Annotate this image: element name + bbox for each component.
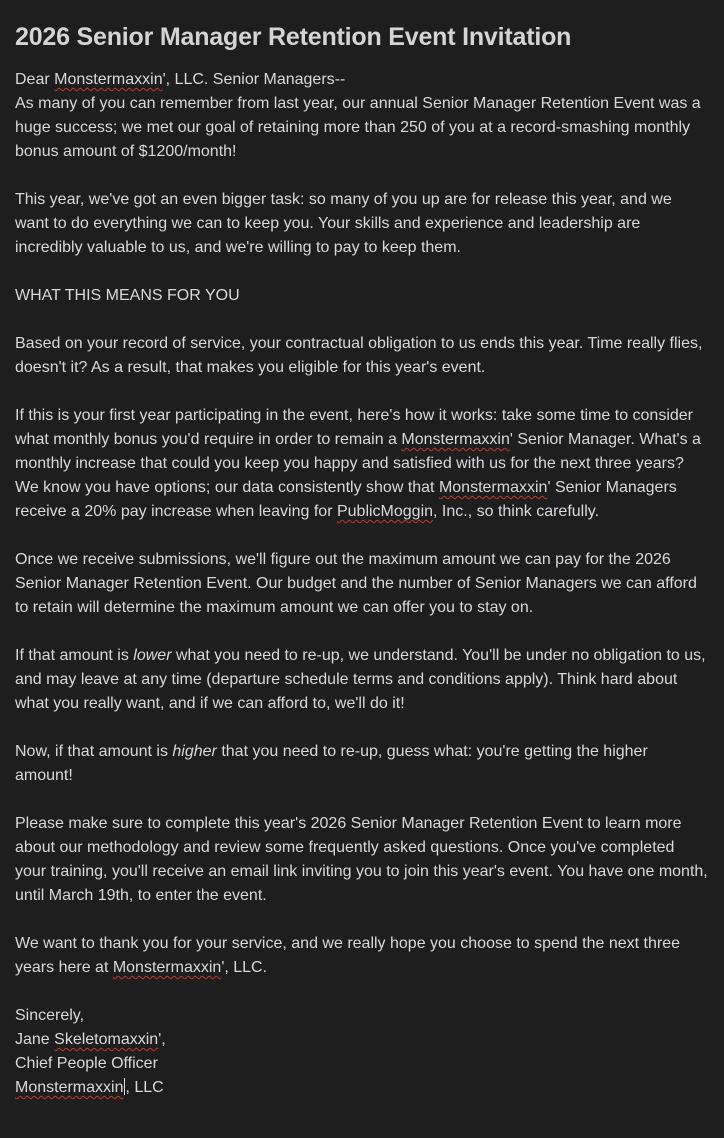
salutation	[15, 68, 709, 92]
paragraph-higher	[15, 740, 709, 788]
paragraph-text: Now, if that amount is	[15, 743, 173, 760]
spellcheck-word[interactable]: Monstermaxxin	[438, 479, 548, 496]
signoff-text: , LLC	[125, 1079, 164, 1096]
spellcheck-word[interactable]: PublicMoggin	[336, 503, 434, 520]
signoff-name	[15, 1028, 709, 1052]
emphasis-text: higher	[172, 743, 217, 760]
paragraph-task: This year, we've got an even bigger task: so many of you up are for release this year, and we want to do everything we can to keep you. Your skills and experience and leadership are incredibly valuable to us, and we're willing to pay to keep them.	[15, 191, 672, 256]
signoff-text: ',	[158, 1031, 166, 1048]
signoff-closing: Sincerely,	[15, 1007, 85, 1024]
spellcheck-word[interactable]: Monstermaxxin	[112, 959, 222, 976]
signoff-text: Jane	[15, 1031, 55, 1048]
paragraph-thanks	[15, 932, 709, 980]
section-heading: WHAT THIS MEANS FOR YOU	[15, 287, 240, 304]
signoff-company	[15, 1076, 709, 1100]
emphasis-text: lower	[133, 647, 172, 664]
paragraph-instructions: Please make sure to complete this year's 2026 Senior Manager Retention Event to learn more about our methodology and review some frequently asked questions. Once you've completed your training, you'll receive an email link inviting you to join this year's event. You have one month, until March 19th, to enter the event.	[15, 815, 708, 904]
paragraph-text: ' Senior Managers receive a 20% pay increase when leaving for	[15, 479, 677, 520]
paragraph-text: what you need to re-up, we understand. You'll be under no obligation to us, and may leave at any time (departure schedule terms and conditions apply). Think hard about what you really want, and if we can afford to, we'll do it!	[15, 647, 706, 712]
paragraph-text: ', LLC.	[221, 959, 268, 976]
paragraph-text: If that amount is	[15, 647, 134, 664]
paragraph-submissions: Once we receive submissions, we'll figure out the maximum amount we can pay for the 2026 Senior Manager Retention Event. Our budget and the number of Senior Managers we can afford to retain will determine the maximum amount we can offer you to stay on.	[15, 551, 697, 616]
paragraph-intro: As many of you can remember from last year, our annual Senior Manager Retention Event was a huge success; we met our goal of retaining more than 250 of you at a record-smashing monthly bonus amount of $1200/month!	[15, 95, 701, 160]
paragraph-how-it-works	[15, 404, 709, 524]
salutation-text: ', LLC. Senior Managers--	[162, 71, 346, 88]
signoff-role: Chief People Officer	[15, 1055, 158, 1072]
spellcheck-word[interactable]: Skeletomaxxin	[54, 1031, 159, 1048]
salutation-text: Dear	[15, 71, 55, 88]
spellcheck-word[interactable]: Monstermaxxin	[15, 1079, 124, 1096]
paragraph-eligibility: Based on your record of service, your contractual obligation to us ends this year. Time really flies, doesn't it? As a result, that makes you eligible for this year's event.	[15, 335, 703, 376]
paragraph-lower	[15, 644, 709, 716]
paragraph-text: If this is your first year participating in the event, here's how it works: take some time to consider what monthly bonus you'd require in order to remain a	[15, 407, 694, 448]
spellcheck-word[interactable]: Monstermaxxin	[54, 71, 163, 88]
paragraph-text: that you need to re-up, guess what: you're getting the higher amount!	[15, 743, 648, 784]
paragraph-text: , Inc., so think carefully.	[433, 503, 600, 520]
paragraph-text: We want to thank you for your service, and we really hope you choose to spend the next three years here at	[15, 935, 680, 976]
paragraph-text: ' Senior Manager. What's a monthly increase that could you keep you happy and satisfied with us for the next three years? We know you have options; our data consistently show that	[15, 431, 701, 496]
document-title: 2026 Senior Manager Retention Event Invitation	[15, 23, 572, 51]
spellcheck-word[interactable]: Monstermaxxin	[401, 431, 510, 448]
